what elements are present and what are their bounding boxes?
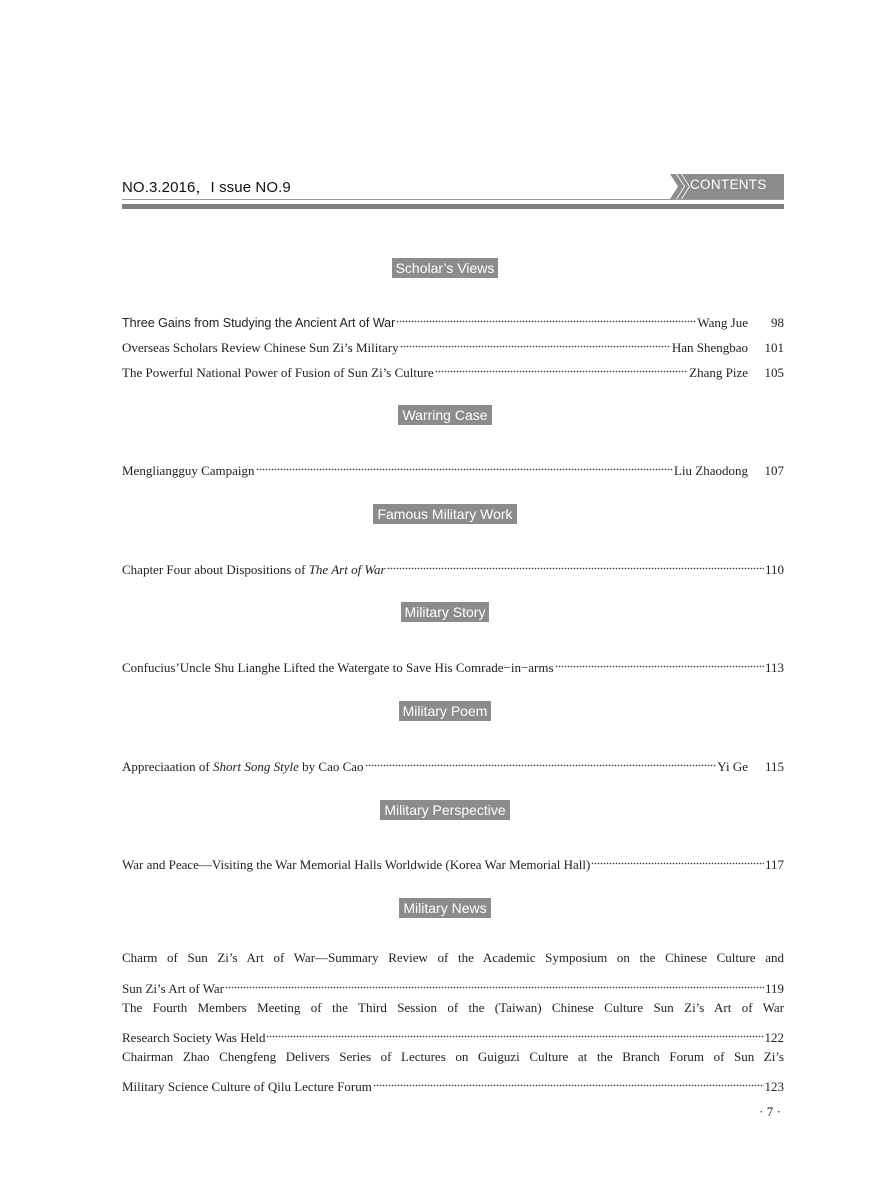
section-label-scholars-views: Scholar’s Views (0, 258, 890, 278)
toc-entry[interactable] (122, 455, 784, 478)
entry-author: Zhang Pize (689, 365, 748, 380)
entry-page: 105 (764, 365, 784, 380)
dot-leader (225, 973, 764, 993)
toc-entry[interactable] (122, 1071, 784, 1094)
entry-author: Wang Jue (697, 315, 748, 330)
entry-page: 115 (764, 759, 784, 774)
entry-title: The Powerful National Power of Fusion of Sun Zi’s Culture (122, 365, 434, 380)
entry-title: Appreciaation of Short Song Style by Cao Cao (122, 759, 364, 774)
dot-leader (266, 1022, 763, 1042)
entry-author: Yi Ge (717, 759, 748, 774)
entry-title-line: Charm of Sun Zi’s Art of War—Summary Review of the Academic Symposium on the Chinese Culture and (122, 950, 784, 965)
entry-title-italic: Short Song Style (212, 759, 299, 774)
section-label-military-news: Military News (0, 898, 890, 918)
entry-page: 117 (764, 857, 784, 872)
toc-entry[interactable] (122, 357, 784, 380)
entry-page: 123 (764, 1079, 784, 1094)
dot-leader (373, 1071, 764, 1091)
dot-leader (435, 357, 689, 377)
entry-page: 110 (764, 562, 784, 577)
dot-leader (555, 652, 764, 672)
section-label-military-story: Military Story (0, 602, 890, 622)
entry-author: Liu Zhaodong (673, 463, 748, 478)
toc-entry[interactable] (122, 973, 784, 996)
header-rule-thin (122, 199, 784, 200)
entry-title-italic: The Art of War (308, 562, 386, 577)
toc-entry[interactable] (122, 849, 784, 872)
entry-title: Confucius’Uncle Shu Lianghe Lifted the Watergate to Save His Comrade−in−arms (122, 660, 554, 675)
entry-page: 101 (764, 340, 784, 355)
contents-label: CONTENTS (690, 177, 767, 192)
page-number: · 7 · (759, 1104, 781, 1119)
issue-heading: NO.3.2016，I ssue NO.9 (122, 179, 291, 196)
entry-page: 98 (771, 315, 784, 330)
toc-entry[interactable] (122, 652, 784, 675)
dot-leader (396, 307, 696, 327)
toc-entry[interactable] (122, 1022, 784, 1045)
entry-title: Sun Zi’s Art of War (122, 981, 224, 996)
entry-page: 119 (764, 981, 784, 996)
dot-leader (400, 332, 671, 352)
entry-title: Overseas Scholars Review Chinese Sun Zi’s Military (122, 340, 399, 355)
entry-title: War and Peace—Visiting the War Memorial Halls Worldwide (Korea War Memorial Hall) (122, 857, 591, 872)
section-label-military-poem: Military Poem (0, 701, 890, 721)
dot-leader (365, 751, 717, 771)
section-label-military-perspective: Military Perspective (0, 800, 890, 820)
entry-page: 113 (764, 660, 784, 675)
toc-entry[interactable] (122, 307, 784, 330)
header-rule-thick (122, 204, 784, 209)
chevron-right-icon (670, 174, 692, 199)
toc-entry[interactable] (122, 332, 784, 355)
dot-leader (256, 455, 673, 475)
entry-title: Three Gains from Studying the Ancient Art of War (122, 316, 396, 330)
entry-title-line: Chairman Zhao Chengfeng Delivers Series of Lectures on Guiguzi Culture at the Branch Forum of Sun Zi’s (122, 1049, 784, 1064)
entry-title: Military Science Culture of Qilu Lecture Forum (122, 1079, 372, 1094)
section-label-warring-case: Warring Case (0, 405, 890, 425)
dot-leader (591, 849, 764, 869)
dot-leader (387, 554, 764, 574)
entry-author: Han Shengbao (671, 340, 748, 355)
entry-title: Research Society Was Held (122, 1030, 266, 1045)
entry-page: 107 (764, 463, 784, 478)
entry-title: Mengliangguy Campaign (122, 463, 255, 478)
entry-title-line: The Fourth Members Meeting of the Third Session of the (Taiwan) Chinese Culture Sun Zi’s Art of War (122, 1000, 784, 1015)
contents-tab (670, 174, 784, 199)
toc-entry[interactable] (122, 751, 784, 774)
entry-title: Chapter Four about Dispositions of The Art of War (122, 562, 386, 577)
section-label-famous-military-work: Famous Military Work (0, 504, 890, 524)
toc-entry[interactable] (122, 554, 784, 577)
entry-page: 122 (764, 1030, 784, 1045)
